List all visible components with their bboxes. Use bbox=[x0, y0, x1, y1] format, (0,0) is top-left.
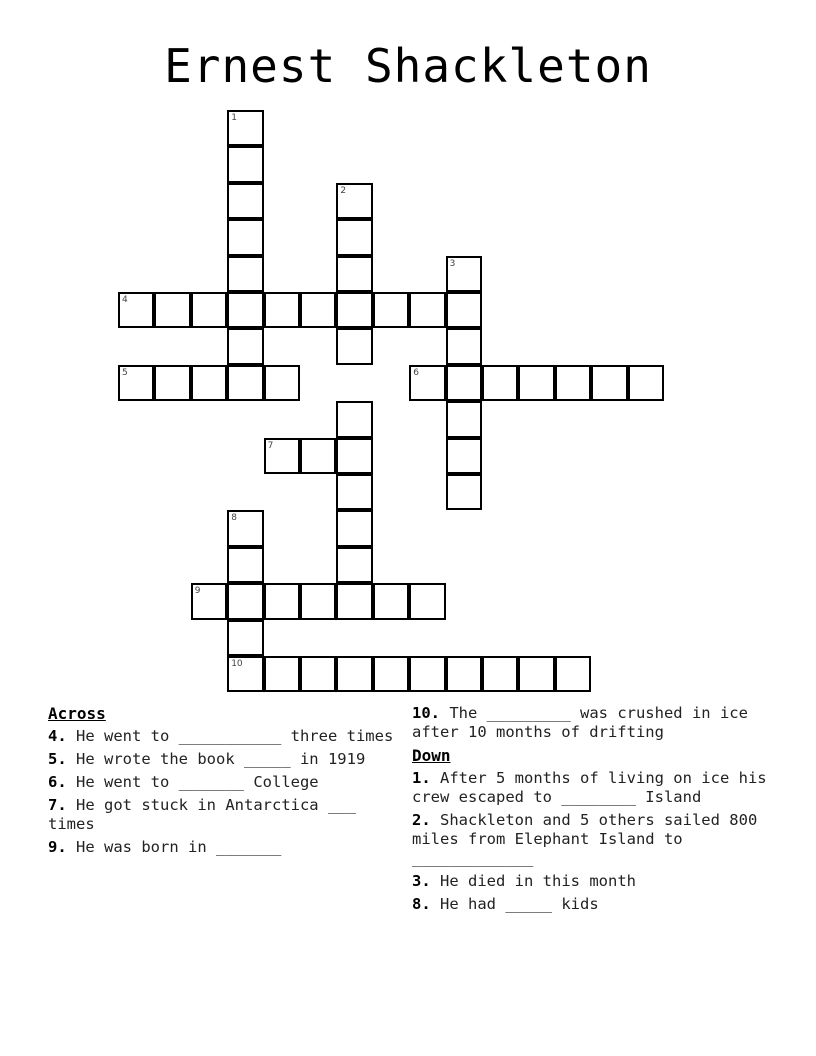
grid-cell[interactable] bbox=[300, 583, 336, 619]
grid-cell[interactable] bbox=[300, 292, 336, 328]
clue-across-9: 9. He was born in _______ bbox=[48, 838, 282, 856]
clues-left-column bbox=[48, 704, 398, 861]
grid-cell[interactable] bbox=[446, 365, 482, 401]
grid-cell[interactable] bbox=[227, 365, 263, 401]
grid-cell[interactable] bbox=[264, 583, 300, 619]
grid-cell[interactable] bbox=[336, 547, 372, 583]
grid-cell[interactable] bbox=[482, 656, 518, 692]
grid-cell[interactable] bbox=[409, 583, 445, 619]
across-heading: Across bbox=[48, 704, 106, 723]
grid-cell[interactable] bbox=[628, 365, 664, 401]
clue-number: 7 bbox=[267, 440, 274, 451]
grid-cell[interactable] bbox=[227, 583, 263, 619]
grid-cell[interactable] bbox=[373, 583, 409, 619]
clue-number: 3 bbox=[449, 258, 456, 269]
grid-cell[interactable] bbox=[336, 328, 372, 364]
grid-cell[interactable] bbox=[336, 292, 372, 328]
grid-cell[interactable] bbox=[191, 583, 227, 619]
grid-cell[interactable] bbox=[336, 438, 372, 474]
grid-cell[interactable] bbox=[118, 365, 154, 401]
grid-cell[interactable] bbox=[264, 365, 300, 401]
clue-number: 10 bbox=[231, 659, 243, 669]
grid-cell[interactable] bbox=[300, 656, 336, 692]
grid-cell[interactable] bbox=[227, 183, 263, 219]
grid-cell[interactable] bbox=[409, 292, 445, 328]
clue-number: 2 bbox=[340, 185, 347, 196]
grid-cell[interactable] bbox=[264, 438, 300, 474]
clue-number: 6 bbox=[413, 367, 419, 378]
grid-cell[interactable] bbox=[336, 510, 372, 546]
grid-cell[interactable] bbox=[227, 328, 263, 364]
grid-cell[interactable] bbox=[336, 183, 372, 219]
grid-cell[interactable] bbox=[264, 656, 300, 692]
grid-cell[interactable] bbox=[336, 474, 372, 510]
clue-number: 4 bbox=[122, 295, 128, 305]
grid-cell[interactable] bbox=[227, 110, 263, 146]
grid-cell[interactable] bbox=[336, 656, 372, 692]
grid-cell[interactable] bbox=[227, 292, 263, 328]
grid-cell[interactable] bbox=[227, 219, 263, 255]
grid-cell[interactable] bbox=[191, 365, 227, 401]
grid-cell[interactable] bbox=[336, 256, 372, 292]
grid-cell[interactable] bbox=[446, 656, 482, 692]
grid-cell[interactable] bbox=[336, 219, 372, 255]
grid-cell[interactable] bbox=[446, 474, 482, 510]
grid-cell[interactable] bbox=[191, 292, 227, 328]
grid-cell[interactable] bbox=[154, 365, 190, 401]
clue-across-5: 5. He wrote the book _____ in 1919 bbox=[48, 750, 366, 768]
grid-cell[interactable] bbox=[373, 292, 409, 328]
grid-cell[interactable] bbox=[446, 292, 482, 328]
grid-cell[interactable] bbox=[591, 365, 627, 401]
grid-cell[interactable] bbox=[446, 438, 482, 474]
grid-cell[interactable] bbox=[446, 256, 482, 292]
clue-number: 1 bbox=[231, 113, 237, 123]
grid-cell[interactable] bbox=[227, 146, 263, 182]
clue-down-2: 2. Shackleton and 5 others sailed 800 miles from Elephant Island to _____________ bbox=[412, 811, 758, 867]
clue-number: 8 bbox=[231, 513, 237, 524]
grid-cell[interactable] bbox=[409, 365, 445, 401]
grid-cell[interactable] bbox=[373, 656, 409, 692]
grid-cell[interactable] bbox=[264, 292, 300, 328]
grid-cell[interactable] bbox=[555, 365, 591, 401]
grid-cell[interactable] bbox=[227, 620, 263, 656]
grid-cell[interactable] bbox=[482, 365, 518, 401]
grid-cell[interactable] bbox=[227, 510, 263, 546]
clue-across-7: 7. He got stuck in Antarctica ___ times bbox=[48, 796, 356, 833]
clue-down-3: 3. He died in this month bbox=[412, 872, 636, 890]
clue-across-6: 6. He went to _______ College bbox=[48, 773, 319, 791]
grid-cell[interactable] bbox=[518, 656, 554, 692]
clue-number: 9 bbox=[194, 586, 201, 597]
clue-across-4: 4. He went to ___________ three times bbox=[48, 727, 394, 745]
clues-right-column bbox=[412, 704, 782, 918]
grid-cell[interactable] bbox=[227, 656, 263, 692]
clue-number: 5 bbox=[122, 367, 128, 378]
clue-down-8: 8. He had _____ kids bbox=[412, 895, 599, 913]
grid-cell[interactable] bbox=[446, 328, 482, 364]
page-title: Ernest Shackleton bbox=[164, 39, 652, 93]
clue-across-10: 10. The _________ was crushed in ice after 10 months of drifting bbox=[412, 704, 748, 741]
grid-cell[interactable] bbox=[118, 292, 154, 328]
grid-cell[interactable] bbox=[446, 401, 482, 437]
grid-cell[interactable] bbox=[336, 401, 372, 437]
grid-cell[interactable] bbox=[300, 438, 336, 474]
grid-cell[interactable] bbox=[518, 365, 554, 401]
grid-cell[interactable] bbox=[154, 292, 190, 328]
grid-cell[interactable] bbox=[555, 656, 591, 692]
grid-cell[interactable] bbox=[409, 656, 445, 692]
grid-cell[interactable] bbox=[336, 583, 372, 619]
grid-cell[interactable] bbox=[227, 547, 263, 583]
down-heading: Down bbox=[412, 746, 451, 765]
grid-cell[interactable] bbox=[227, 256, 263, 292]
clue-down-1: 1. After 5 months of living on ice his crew escaped to ________ Island bbox=[412, 769, 767, 806]
